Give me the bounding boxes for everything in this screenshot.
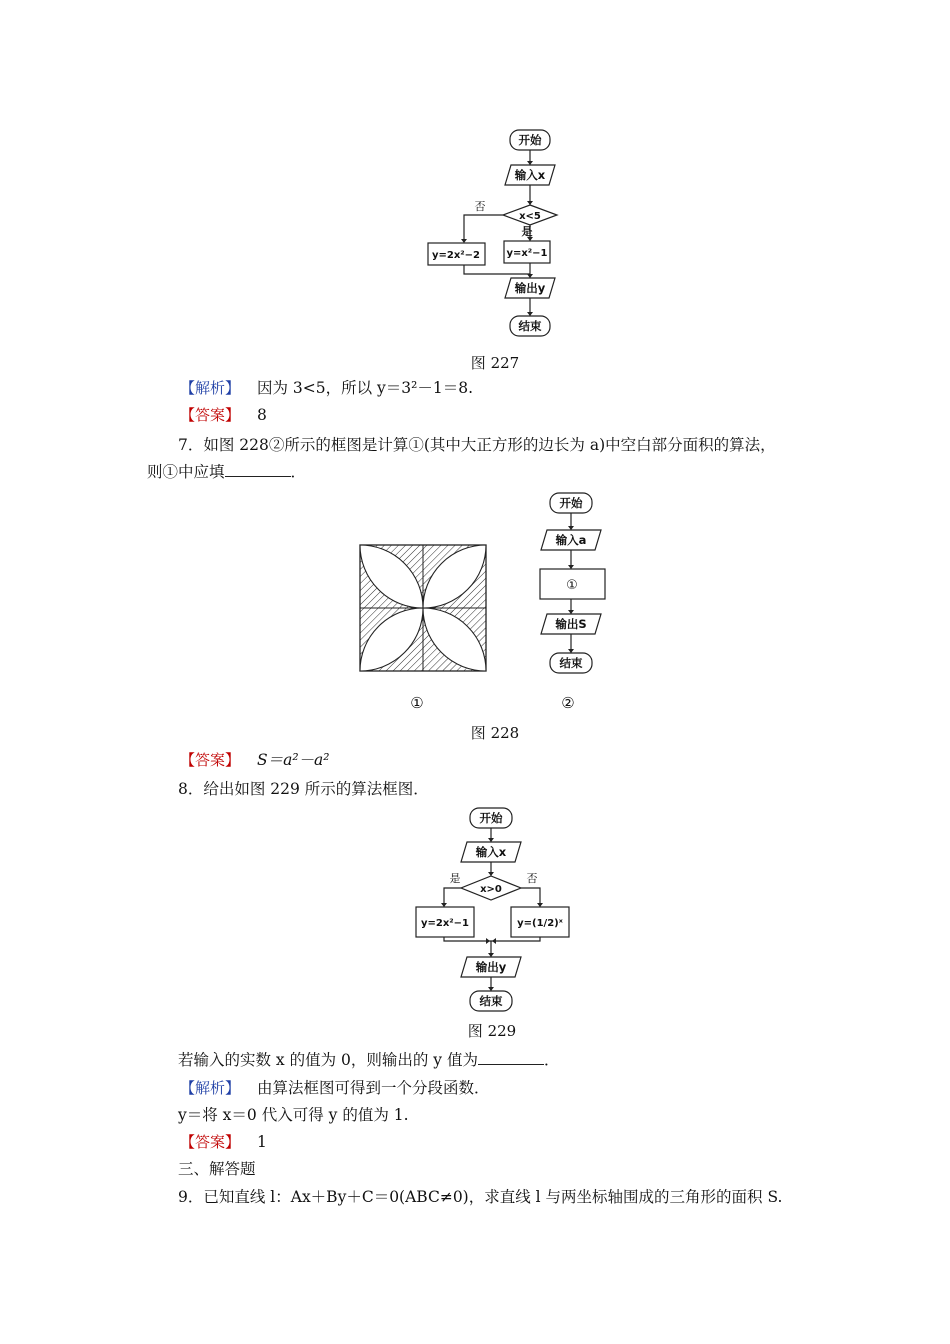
analysis-text: 因为 3<5，所以 y＝3²－1＝8.: [256, 379, 474, 397]
left-box-label: y=2x²−1: [420, 918, 470, 929]
right-box-label: y=(1/2)ˣ: [517, 918, 563, 929]
answer-tag: 【答案】: [180, 406, 241, 424]
yes-label: 是: [449, 872, 461, 885]
square-petal-figure: [358, 543, 488, 673]
flowchart-229: [410, 803, 580, 1018]
q8-question-text: 若输入的实数 x 的值为 0，则输出的 y 值为: [178, 1051, 478, 1069]
q9-text: 9．已知直线 l：Ax＋By＋C＝0(ABC≠0)，求直线 l 与两坐标轴围成的三角形的面积 S.: [178, 1188, 783, 1206]
q6-answer-row: [180, 404, 267, 426]
answer-text: 1: [256, 1133, 267, 1151]
q7-line1: 7．如图 228②所示的框图是计算①(其中大正方形的边长为 a)中空白部分面积的算法，: [178, 436, 776, 454]
yes-box-label: y=x²−1: [506, 248, 548, 259]
section-title: 三、解答题: [178, 1160, 256, 1178]
answer-text: 8: [256, 406, 267, 424]
start-label: 开始: [479, 811, 503, 825]
q8-question: [178, 1049, 560, 1071]
flowchart-227: [420, 125, 570, 345]
output-label: 输出y: [514, 281, 546, 295]
q8-analysis-line2: y＝将 x＝0 代入可得 y 的值为 1.: [178, 1106, 409, 1124]
flowchart-228: [530, 488, 620, 678]
figure-caption-228: 图 228: [470, 724, 520, 742]
process-label: ①: [566, 578, 578, 593]
analysis-text: 由算法框图可得到一个分段函数．: [256, 1079, 490, 1097]
yes-label: 是: [521, 225, 533, 238]
q7-line2: [147, 461, 306, 483]
input-label: 输入x: [475, 845, 507, 859]
answer-tag: 【答案】: [180, 1133, 241, 1151]
input-label: 输入a: [555, 533, 587, 547]
q8-analysis-row: [180, 1077, 489, 1099]
no-label: 否: [526, 872, 538, 885]
q8-answer-row: [180, 1131, 267, 1153]
answer-text: S＝a²－a²: [256, 751, 330, 769]
q7-answer-row: [180, 749, 329, 771]
answer-tag: 【答案】: [180, 751, 241, 769]
end-label: 结束: [518, 319, 542, 333]
answer-blank: [225, 461, 291, 477]
subfigure-label-2: ②: [561, 694, 575, 712]
figure-caption-229: 图 229: [467, 1022, 517, 1040]
end-label: 结束: [559, 656, 583, 670]
output-label: 输出S: [555, 617, 587, 631]
input-label: 输入x: [514, 168, 546, 182]
end-label: 结束: [479, 994, 503, 1008]
q8-line1: 8．给出如图 229 所示的算法框图．: [178, 780, 429, 798]
start-label: 开始: [518, 133, 542, 147]
output-label: 输出y: [475, 960, 507, 974]
analysis-tag: 【解析】: [180, 1079, 241, 1097]
analysis-tag: 【解析】: [180, 379, 241, 397]
q7-line2-suffix: ．: [290, 463, 307, 481]
q6-analysis-row: [180, 377, 473, 399]
subfigure-label-1: ①: [410, 694, 424, 712]
start-label: 开始: [559, 496, 583, 510]
condition-label: x<5: [519, 211, 541, 222]
no-label: 否: [474, 200, 486, 213]
q7-line2-prefix: 则①中应填: [147, 463, 225, 481]
answer-blank: [478, 1049, 544, 1065]
condition-label: x>0: [480, 884, 502, 895]
figure-caption-227: 图 227: [470, 354, 520, 372]
no-box-label: y=2x²−2: [431, 250, 481, 261]
q8-question-suffix: ．: [544, 1051, 560, 1069]
